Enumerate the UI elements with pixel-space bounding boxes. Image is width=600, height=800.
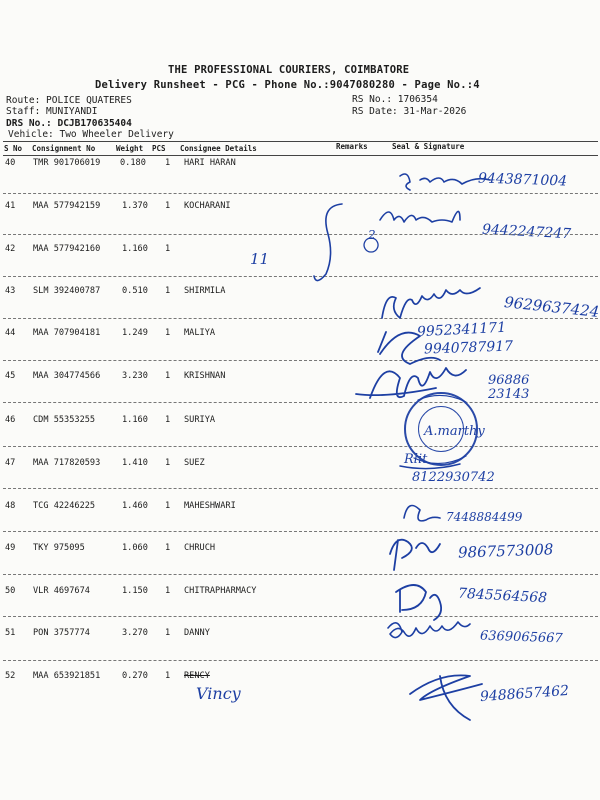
handwritten-phone: 9442247247 bbox=[481, 221, 572, 243]
col-weight: Weight bbox=[116, 144, 144, 153]
row-consignment: MAA 707904181 bbox=[33, 328, 101, 338]
signature-row-52 bbox=[410, 675, 482, 720]
signature-row-40 bbox=[400, 174, 490, 190]
row-weight: 0.180 bbox=[120, 158, 146, 168]
signature-row-48 bbox=[404, 506, 440, 521]
row-consignment: PON 3757774 bbox=[33, 628, 90, 638]
row-pcs: 1 bbox=[165, 158, 171, 168]
row-sno: 52 bbox=[5, 671, 16, 681]
row-weight: 1.370 bbox=[122, 201, 148, 211]
row-sno: 51 bbox=[5, 628, 16, 638]
staff: Staff: MUNIYANDI bbox=[6, 106, 98, 117]
signature-row-45 bbox=[356, 368, 466, 398]
row-consignee: CHRUCH bbox=[184, 543, 216, 553]
col-pcs: PCS bbox=[152, 144, 166, 153]
row-weight: 1.150 bbox=[122, 586, 148, 596]
signature-row-41 bbox=[380, 211, 460, 222]
runsheet-title: Delivery Runsheet - PCG - Phone No.:9047080280 - Page No.:4 bbox=[95, 79, 480, 91]
row-sno: 41 bbox=[5, 201, 16, 211]
row-pcs: 1 bbox=[165, 628, 171, 638]
col-seal: Seal & Signature bbox=[392, 142, 465, 151]
col-consignment: Consignment No bbox=[32, 144, 96, 153]
handwritten-phone: 9488657462 bbox=[479, 682, 570, 706]
row-weight: 0.510 bbox=[122, 286, 148, 296]
col-consignee: Consignee Details bbox=[180, 144, 257, 153]
route: Route: POLICE QUATERES bbox=[6, 95, 132, 106]
row-consignment: MAA 653921851 bbox=[33, 671, 101, 681]
signature-row-51 bbox=[388, 622, 470, 638]
handwritten-signature: A.marthy bbox=[424, 424, 485, 439]
handwritten-phone: 8122930742 bbox=[412, 470, 495, 485]
row-weight: 1.410 bbox=[122, 458, 148, 468]
row-pcs: 1 bbox=[165, 586, 171, 596]
row-sno: 44 bbox=[5, 328, 16, 338]
company-title: THE PROFESSIONAL COURIERS, COIMBATORE bbox=[168, 64, 410, 76]
row-consignment: MAA 717820593 bbox=[33, 458, 101, 468]
handwritten-phone-alt: 9940787917 bbox=[423, 338, 514, 358]
row-consignee-struck: RENCY bbox=[184, 671, 210, 681]
row-weight: 1.249 bbox=[122, 328, 148, 338]
handwritten-correction: Vincy bbox=[196, 684, 241, 703]
row-pcs: 1 bbox=[165, 501, 171, 511]
row-pcs: 1 bbox=[165, 328, 171, 338]
signature-row-49 bbox=[390, 540, 440, 570]
handwritten-phone: 96886 23143 bbox=[488, 373, 530, 402]
signature-row-47 bbox=[400, 464, 460, 469]
row-weight: 1.160 bbox=[122, 244, 148, 254]
handwritten-phone: 9629637424 bbox=[503, 293, 600, 321]
vehicle: Vehicle: Two Wheeler Delivery bbox=[8, 129, 174, 140]
row-consignee: KOCHARANI bbox=[184, 201, 231, 211]
signature-row-50 bbox=[396, 585, 441, 620]
row-sno: 48 bbox=[5, 501, 16, 511]
row-consignment: TCG 42246225 bbox=[33, 501, 96, 511]
row-weight: 0.270 bbox=[122, 671, 148, 681]
col-sno: S No bbox=[4, 144, 23, 153]
circled-number: 2 bbox=[368, 228, 376, 242]
row-pcs: 1 bbox=[165, 415, 171, 425]
row-consignee: SUEZ bbox=[184, 458, 205, 468]
handwritten-phone: 9867573008 bbox=[457, 540, 554, 562]
handwritten-signature: Rlit bbox=[404, 452, 428, 467]
circle-mark bbox=[364, 238, 378, 252]
rs-number: RS No.: 1706354 bbox=[352, 94, 438, 105]
row-consignment: MAA 577942160 bbox=[33, 244, 101, 254]
handwritten-mark: 11 bbox=[250, 250, 270, 268]
row-weight: 1.160 bbox=[122, 415, 148, 425]
row-consignment: TMR 901706019 bbox=[33, 158, 101, 168]
handwritten-phone: 9952341171 bbox=[416, 319, 507, 341]
signature-row-43 bbox=[382, 288, 480, 318]
row-pcs: 1 bbox=[165, 671, 171, 681]
row-consignment: MAA 304774566 bbox=[33, 371, 101, 381]
row-sno: 40 bbox=[5, 158, 16, 168]
handwritten-phone: 6369065667 bbox=[479, 628, 563, 647]
handwritten-phone: 9443871004 bbox=[477, 170, 568, 190]
rs-date: RS Date: 31-Mar-2026 bbox=[352, 106, 467, 117]
row-weight: 1.060 bbox=[122, 543, 148, 553]
row-consignment: MAA 577942159 bbox=[33, 201, 101, 211]
signature-row-44 bbox=[378, 332, 440, 364]
stamp-ring-marks bbox=[414, 395, 466, 463]
row-consignee: HARI HARAN bbox=[184, 158, 236, 168]
row-consignee: DANNY bbox=[184, 628, 210, 638]
row-consignee: MAHESHWARI bbox=[184, 501, 236, 511]
row-weight: 1.460 bbox=[122, 501, 148, 511]
row-consignee: SHIRMILA bbox=[184, 286, 226, 296]
row-sno: 50 bbox=[5, 586, 16, 596]
row-consignment: TKY 975095 bbox=[33, 543, 85, 553]
row-consignee: MALIYA bbox=[184, 328, 216, 338]
row-consignment: VLR 4697674 bbox=[33, 586, 90, 596]
row-sno: 46 bbox=[5, 415, 16, 425]
row-consignee: SURIYA bbox=[184, 415, 216, 425]
row-pcs: 1 bbox=[165, 201, 171, 211]
row-consignee: KRISHNAN bbox=[184, 371, 226, 381]
row-sno: 43 bbox=[5, 286, 16, 296]
col-remarks: Remarks bbox=[336, 142, 368, 151]
row-pcs: 1 bbox=[165, 371, 171, 381]
row-sno: 49 bbox=[5, 543, 16, 553]
row-sno: 45 bbox=[5, 371, 16, 381]
row-weight: 3.230 bbox=[122, 371, 148, 381]
handwritten-phone: 7448884499 bbox=[446, 510, 523, 524]
row-consignment: SLM 392400787 bbox=[33, 286, 101, 296]
row-pcs: 1 bbox=[165, 244, 171, 254]
row-consignment: CDM 55353255 bbox=[33, 415, 96, 425]
handwritten-phone: 7845564568 bbox=[457, 585, 548, 607]
bracket-mark bbox=[314, 204, 342, 281]
row-pcs: 1 bbox=[165, 286, 171, 296]
row-weight: 3.270 bbox=[122, 628, 148, 638]
row-pcs: 1 bbox=[165, 543, 171, 553]
row-pcs: 1 bbox=[165, 458, 171, 468]
row-consignee: CHITRAPHARMACY bbox=[184, 586, 257, 596]
row-sno: 42 bbox=[5, 244, 16, 254]
row-sno: 47 bbox=[5, 458, 16, 468]
drs-number: DRS No.: DCJB170635404 bbox=[6, 118, 132, 129]
